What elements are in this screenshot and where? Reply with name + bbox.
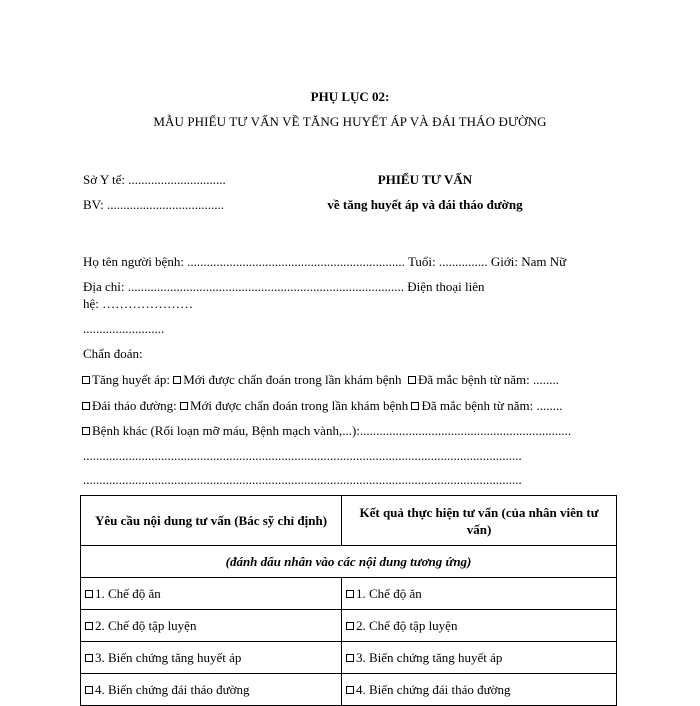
result-cell [342,642,617,674]
request-cell [81,578,342,610]
table-row [81,610,617,642]
dotted-line-1: ....................................................................................................................................... [83,448,522,463]
checkbox-request-4[interactable] [85,686,93,694]
result-cell [342,578,617,610]
request-label: 1. Chế độ ăn [95,586,161,601]
checkbox-dm-old[interactable] [411,402,419,410]
table-note-row [81,546,617,578]
checkbox-request-3[interactable] [85,654,93,662]
result-label: 2. Chế độ tập luyện [356,618,458,633]
checkbox-request-1[interactable] [85,590,93,598]
dm-new-label: Mới được chẩn đoán trong lần khám bệnh [189,398,409,413]
request-cell [81,610,342,642]
hypertension-line [82,372,559,388]
appendix-label: PHỤ LỤC 02: [310,89,390,104]
dotted-line-2: ....................................................................................................................................... [83,472,522,487]
htn-new-label: Mới được chẩn đoán trong lần khám bệnh [183,372,402,387]
other-disease-label: Bệnh khác (Rối loạn mỡ máu, Bệnh mạch vành,...):................................................................. [92,423,572,438]
header-result: Kết quả thực hiện tư vấn (của nhân viên tư vấn) [342,496,617,546]
form-title: PHIẾU TƯ VẤN [377,172,473,187]
result-cell [342,674,617,706]
checkbox-hypertension[interactable] [82,376,90,384]
table-note: (đánh dấu nhân vào các nội dung tương ứng) [81,546,617,578]
result-label: 3. Biến chứng tăng huyết áp [356,650,503,665]
checkbox-diabetes[interactable] [82,402,90,410]
table-row [81,642,617,674]
result-label: 1. Chế độ ăn [356,586,422,601]
phone-dots: ......................... [83,321,165,336]
consultation-table [80,495,617,706]
table-row [81,674,617,706]
checkbox-request-2[interactable] [85,622,93,630]
checkbox-result-4[interactable] [346,686,354,694]
checkbox-dm-new[interactable] [180,402,188,410]
result-label: 4. Biến chứng đái tháo đường [356,682,511,697]
request-cell [81,642,342,674]
other-disease-line [82,423,571,439]
hypertension-label: Tăng huyết áp: [92,372,174,387]
form-subtitle: về tăng huyết áp và đái tháo đường [327,197,523,212]
diabetes-label: Đái tháo đường: [92,398,180,413]
patient-name-line: Họ tên người bệnh: ................................................................... Tuổi: ............... Giới: Nam Nữ [83,254,567,269]
result-cell [342,610,617,642]
checkbox-htn-old[interactable] [408,376,416,384]
diagnosis-label: Chẩn đoán: [83,346,143,361]
checkbox-result-3[interactable] [346,654,354,662]
header-request: Yêu cầu nội dung tư vấn (Bác sỹ chỉ định) [81,496,342,546]
table-row [81,578,617,610]
phone-line: hệ: ………………… [83,296,194,311]
request-label: 2. Chế độ tập luyện [95,618,197,633]
table-header-row [81,496,617,546]
document-title: MẪU PHIẾU TƯ VẤN VỀ TĂNG HUYẾT ÁP VÀ ĐÁI THÁO ĐƯỜNG [153,114,547,129]
request-label: 4. Biến chứng đái tháo đường [95,682,250,697]
hospital-field: BV: .................................... [83,197,224,212]
dm-old-label: Đã mắc bệnh từ năm: ........ [421,398,563,413]
checkbox-other-disease[interactable] [82,427,90,435]
diabetes-line [82,398,562,414]
htn-old-label: Đã mắc bệnh từ năm: ........ [418,372,559,387]
checkbox-result-1[interactable] [346,590,354,598]
request-cell [81,674,342,706]
department-field: Sở Y tế: .............................. [83,172,226,187]
request-label: 3. Biến chứng tăng huyết áp [95,650,242,665]
checkbox-htn-new[interactable] [173,376,181,384]
address-line: Địa chỉ: ..................................................................................... Điện thoại liên [83,279,485,294]
checkbox-result-2[interactable] [346,622,354,630]
